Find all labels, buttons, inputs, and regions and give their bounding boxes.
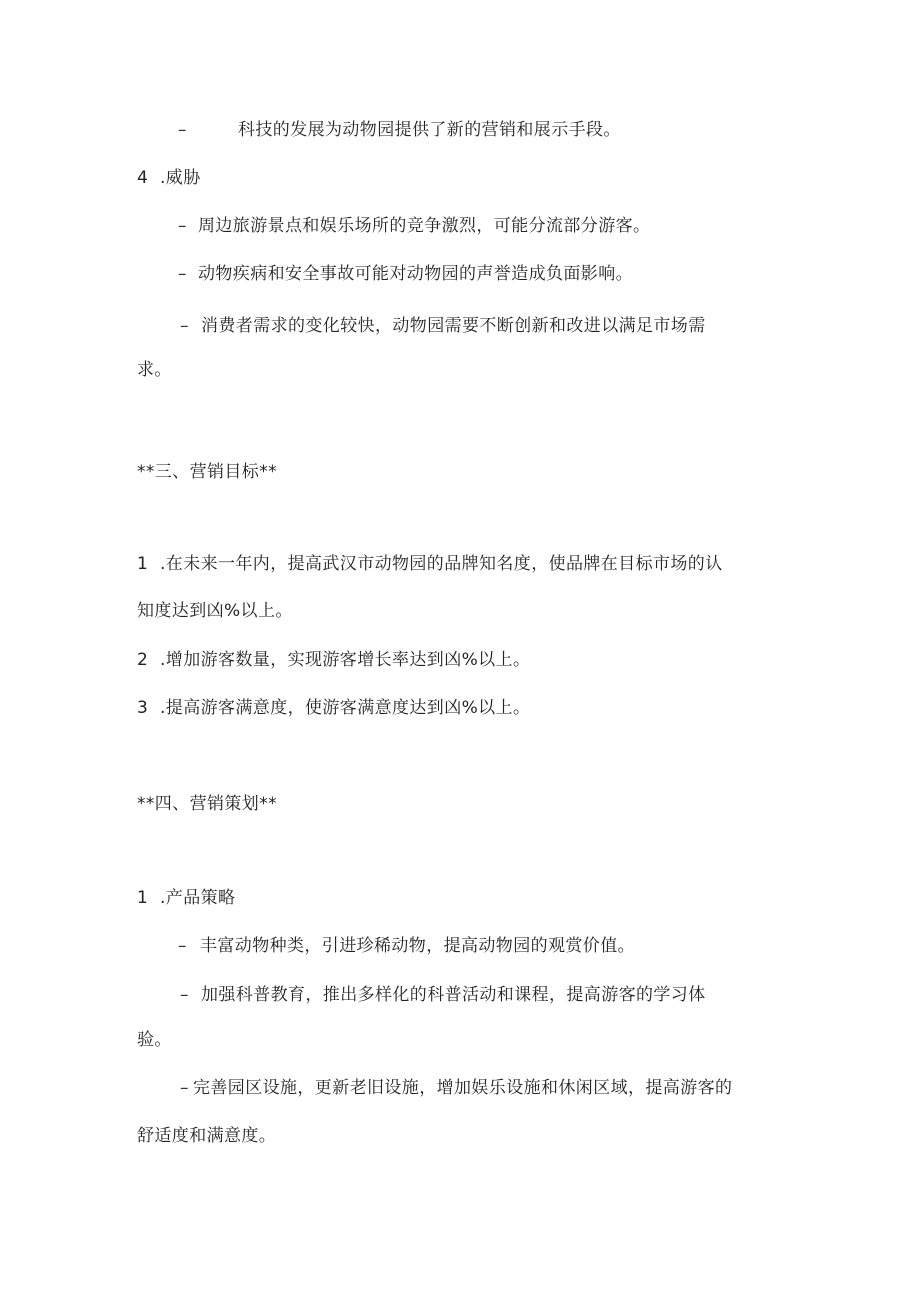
list-dash: – xyxy=(180,985,189,1005)
list-dash: – xyxy=(180,316,189,336)
section-heading: **三、营销目标** xyxy=(137,462,277,482)
list-dash: – xyxy=(178,120,187,140)
list-number: 2 xyxy=(137,650,148,670)
list-dash: – xyxy=(178,936,187,956)
list-item-continuation: 验。 xyxy=(137,1030,172,1050)
list-item: 加强科普教育，推出多样化的科普活动和课程，提高游客的学习体 xyxy=(201,985,706,1005)
list-item-continuation: 舒适度和满意度。 xyxy=(137,1126,277,1146)
list-number: 3 xyxy=(137,698,148,718)
list-item: .提高游客满意度，使游客满意度达到凶%以上。 xyxy=(160,698,531,718)
list-dash: – xyxy=(180,1078,189,1098)
list-item: 消费者需求的变化较快，动物园需要不断创新和改进以满足市场需 xyxy=(201,316,706,336)
section-heading: **四、营销策划** xyxy=(137,794,277,814)
section-number: 4 xyxy=(137,168,148,188)
list-item-continuation: 知度达到凶%以上。 xyxy=(137,601,293,621)
subsection-title: .产品策略 xyxy=(160,888,236,908)
list-item: 丰富动物种类，引进珍稀动物，提高动物园的观赏价值。 xyxy=(200,936,635,956)
section-title: .威胁 xyxy=(160,168,201,188)
list-dash: – xyxy=(178,216,187,236)
list-item: .增加游客数量，实现游客增长率达到凶%以上。 xyxy=(160,650,531,670)
list-item: .在未来一年内，提高武汉市动物园的品牌知名度，使品牌在目标市场的认 xyxy=(160,554,723,574)
list-item: 完善园区设施，更新老旧设施，增加娱乐设施和休闲区域，提高游客的 xyxy=(193,1078,733,1098)
list-item: 动物疾病和安全事故可能对动物园的声誉造成负面影响。 xyxy=(198,264,633,284)
list-item: 周边旅游景点和娱乐场所的竞争激烈，可能分流部分游客。 xyxy=(198,216,651,236)
list-number: 1 xyxy=(137,554,148,574)
subsection-number: 1 xyxy=(137,888,148,908)
list-item: 科技的发展为动物园提供了新的营销和展示手段。 xyxy=(238,120,621,140)
list-item-continuation: 求。 xyxy=(137,360,172,380)
list-dash: – xyxy=(178,264,187,284)
